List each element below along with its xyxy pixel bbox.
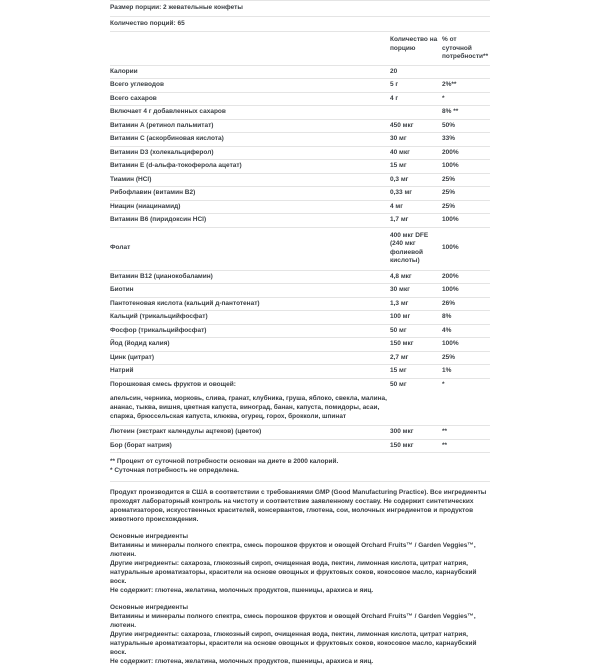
servings-per-container-text: Количество порций: 65 [110, 19, 185, 27]
nutrient-label: Всего углеводов [110, 81, 165, 88]
nutrient-label: Включает 4 г добавленных сахаров [110, 108, 226, 115]
nutrient-label: Витамин B6 (пиридоксин HCl) [110, 216, 207, 223]
nutrient-label: Бор (борат натрия) [110, 441, 172, 449]
nutrient-amount: 50 мг [390, 326, 407, 334]
table-row [110, 214, 490, 228]
nutrient-label: Витамин C (аскорбиновая кислота) [110, 135, 224, 142]
table-row [110, 133, 490, 147]
nutrient-dv: ** [442, 428, 448, 435]
nutrient-label: Калории [110, 67, 138, 75]
nutrient-amount: 150 мкг [390, 340, 414, 347]
table-row [110, 106, 490, 120]
nutrient-amount: 150 мкг [390, 441, 414, 449]
ingredient-blocks [110, 532, 490, 666]
ingredients-heading: Основные ингредиенты [110, 533, 189, 540]
table-row [110, 379, 490, 392]
table-row [110, 160, 490, 174]
table-row [110, 298, 490, 312]
table-row [110, 174, 490, 188]
nutrient-amount: 30 мкг [390, 286, 410, 293]
nutrient-amount: 15 мг [390, 367, 407, 374]
nutrient-label: Витамин B12 (цианокобаламин) [110, 272, 213, 280]
nutrient-amount: 100 мг [390, 313, 411, 320]
table-header-row [110, 32, 490, 66]
ingredients-block [110, 532, 490, 595]
table-row [110, 147, 490, 161]
amount-column-header: Количество на порцию [390, 36, 438, 52]
nutrient-dv: 33% [442, 135, 456, 142]
nutrient-label: Цинк (цитрат) [110, 353, 155, 361]
footnotes [110, 453, 490, 482]
other-ingredients-line: Другие ингредиенты: сахароза, глюкозный сироп, очищенная вода, пектин, лимонная кислота, цитрат натрия, натуральные ароматизаторы, красители на основе овощных и фруктовых соков, кокосовое масло, карнаубский воск. [110, 631, 477, 656]
nutrient-label: Биотин [110, 286, 134, 293]
table-row [110, 311, 490, 325]
does-not-contain-line: Не содержит: глютена, желатина, молочных продуктов, пшеницы, арахиса и яиц. [110, 658, 374, 665]
nutrient-dv: 100% [442, 216, 459, 223]
nutrient-dv: 50% [442, 121, 456, 129]
supplement-facts-table [110, 0, 490, 482]
nutrient-label: Фолат [110, 244, 131, 252]
does-not-contain-line: Не содержит: глютена, желатина, молочных продуктов, пшеницы, арахиса и яиц. [110, 587, 374, 594]
nutrient-label: Лютеин (экстракт календулы ацтеков) (цветок) [110, 428, 262, 435]
table-row [110, 93, 490, 107]
footnote-not-established: * Суточная потребность не определена. [110, 467, 239, 474]
nutrient-amount: 2,7 мг [390, 353, 409, 361]
nutrient-dv: 26% [442, 299, 456, 307]
nutrient-amount: 1,3 мг [390, 299, 409, 307]
full-spectrum-line: Витамины и минералы полного спектра, смесь порошков фруктов и овощей Orchard Fruits™ / Garden Veggies™, лютеин. [110, 542, 476, 558]
table-row [110, 284, 490, 298]
nutrient-dv: 8% ** [442, 108, 459, 115]
nutrient-amount: 450 мкг [390, 121, 414, 129]
table-row [110, 325, 490, 339]
nutrient-label: Порошковая смесь фруктов и овощей: [110, 380, 236, 388]
table-row [110, 120, 490, 134]
nutrient-amount: 5 г [390, 81, 399, 88]
nutrient-dv: 8% [442, 313, 452, 320]
nutrient-label: Йод (йодид калия) [110, 340, 170, 347]
nutrient-rows [110, 66, 490, 454]
table-row [110, 338, 490, 352]
nutrient-dv: ** [442, 441, 448, 449]
footnote-daily-value: ** Процент от суточной потребности основан на диете в 2000 калорий. [110, 458, 339, 465]
table-row [110, 426, 490, 440]
nutrient-label: Рибофлавин (витамин B2) [110, 189, 196, 196]
nutrient-amount: 4 г [390, 94, 399, 102]
daily-value-column-header: % от суточной потребности** [442, 36, 489, 60]
nutrient-dv: 25% [442, 353, 456, 361]
nutrient-label: Пантотеновая кислота (кальций д-пантотенат) [110, 299, 260, 307]
nutrient-label: Витамин D3 (холекальциферол) [110, 148, 214, 156]
nutrient-label: Витамин E (d-альфа-токоферола ацетат) [110, 162, 242, 169]
table-row [110, 440, 490, 454]
nutrient-dv: 200% [442, 272, 459, 280]
other-ingredients-line: Другие ингредиенты: сахароза, глюкозный сироп, очищенная вода, пектин, лимонная кислота, цитрат натрия, натуральные ароматизаторы, красители на основе овощных и фруктовых соков, кокосовое масло, карнаубский воск. [110, 560, 477, 585]
nutrient-dv: 100% [442, 244, 459, 252]
table-row [110, 228, 490, 271]
nutrient-label: Фосфор (трикальцийфосфат) [110, 326, 207, 334]
fruit-veggie-blend-list: апельсин, черника, морковь, слива, гранат, клубника, груша, яблоко, свекла, малина, ананас, тыква, вишня, цветная капуста, виноград, банан, капуста, помидоры, асаи, спаржа, брюссельская капуста, клюква, огурец, горох, брокколи, шпинат [110, 395, 387, 420]
nutrient-dv: * [442, 380, 445, 388]
nutrient-label: Натрий [110, 367, 134, 374]
gmp-paragraph: Продукт производится в США в соответствии с требованиями GMP (Good Manufacturing Practice). Все ингредиенты проходят лабораторный контроль на чистоту и соответствие заявленному составу. Не содержит синтетических ароматизаторов, искусственных красителей, консервантов, глютена, сои, молочных ингредиентов и продуктов животного происхождения. [110, 489, 487, 523]
table-row [110, 79, 490, 93]
serving-size-row [110, 1, 490, 17]
nutrient-dv: 25% [442, 175, 456, 183]
nutrient-amount: 40 мкг [390, 148, 410, 156]
nutrient-label: Ниацин (ниацинамид) [110, 202, 181, 210]
nutrient-dv: 25% [442, 189, 456, 196]
nutrient-amount: 300 мкг [390, 428, 414, 435]
nutrient-amount: 0,33 мг [390, 189, 412, 196]
nutrient-amount: 1,7 мг [390, 216, 409, 223]
nutrient-dv: 100% [442, 340, 459, 347]
nutrient-label: Тиамин (HCl) [110, 175, 152, 183]
nutrient-dv: 1% [442, 367, 452, 374]
nutrient-dv: 25% [442, 202, 456, 210]
supplement-facts-panel [110, 0, 490, 666]
nutrient-amount: 20 [390, 67, 398, 75]
nutrient-amount: 4 мг [390, 202, 403, 210]
table-row [110, 66, 490, 80]
ingredients-heading: Основные ингредиенты [110, 604, 189, 611]
nutrient-amount: 30 мг [390, 135, 407, 142]
table-row [110, 365, 490, 379]
serving-size-text: Размер порции: 2 жевательные конфеты [110, 4, 243, 11]
nutrient-amount: 400 мкг DFE (240 мкг фолиевой кислоты) [390, 231, 429, 264]
nutrient-amount: 50 мг [390, 380, 407, 388]
ingredients-block [110, 603, 490, 666]
nutrient-dv: 200% [442, 148, 459, 156]
table-row [110, 352, 490, 366]
nutrient-dv: 4% [442, 326, 452, 334]
table-row [110, 187, 490, 201]
servings-per-container-row [110, 17, 490, 33]
nutrient-dv: * [442, 94, 445, 102]
nutrient-dv: 100% [442, 286, 459, 293]
nutrient-amount: 0,3 мг [390, 175, 409, 183]
nutrient-label: Всего сахаров [110, 94, 157, 102]
nutrient-dv: 100% [442, 162, 459, 169]
nutrient-amount: 4,8 мкг [390, 272, 412, 280]
nutrient-amount: 15 мг [390, 162, 407, 169]
table-row [110, 201, 490, 215]
nutrient-label: Кальций (трикальцийфосфат) [110, 313, 208, 320]
nutrient-label: Витамин A (ретинол пальмитат) [110, 121, 214, 129]
table-row [110, 271, 490, 285]
full-spectrum-line: Витамины и минералы полного спектра, смесь порошков фруктов и овощей Orchard Fruits™ / Garden Veggies™, лютеин. [110, 613, 476, 629]
nutrient-dv: 2%** [442, 81, 457, 88]
